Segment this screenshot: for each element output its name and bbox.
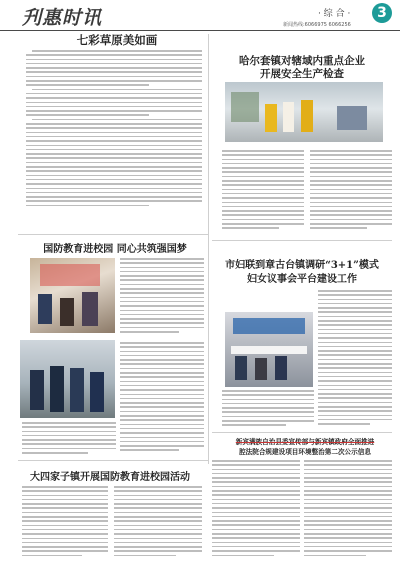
notice-title-line: 新宾满族自治县委宣传部与新宾镇政府全面推进 bbox=[235, 438, 375, 446]
newspaper-title: 刋惠时讯 bbox=[22, 7, 103, 29]
section-divider bbox=[18, 234, 208, 235]
meeting-photo bbox=[225, 312, 313, 387]
classroom-photo bbox=[30, 258, 115, 333]
article-title: 国防教育进校园 同心共筑强国梦 bbox=[43, 244, 187, 255]
section-label: · 综 合 · bbox=[318, 9, 351, 19]
article-body bbox=[22, 486, 108, 560]
article-body bbox=[318, 290, 392, 430]
article-body bbox=[120, 258, 204, 338]
article-body bbox=[114, 486, 202, 560]
notice-title-line: 腔法院合规建设项目环境整治第二次公示信息 bbox=[239, 448, 371, 456]
article-body bbox=[26, 50, 202, 230]
notice-body bbox=[304, 460, 392, 560]
students-photo bbox=[20, 340, 115, 418]
article-title: 哈尔套镇对辖域内重点企业 开展安全生产检查 bbox=[239, 55, 365, 80]
section-divider bbox=[18, 460, 208, 461]
article-body bbox=[310, 150, 392, 236]
page-number-badge: 3 bbox=[372, 3, 392, 23]
column-divider bbox=[208, 34, 209, 464]
hotline-text: 新闻热线:6066975 6066256 bbox=[283, 22, 351, 28]
notice-title bbox=[210, 437, 400, 457]
notice-body bbox=[212, 460, 300, 560]
section-divider bbox=[212, 432, 392, 433]
section-divider bbox=[212, 240, 392, 241]
article-body bbox=[222, 150, 304, 236]
masthead bbox=[0, 0, 400, 31]
article-title: 大四家子镇开展国防教育进校园活动 bbox=[30, 472, 190, 483]
article-title: 市妇联到章古台镇调研“3+1”模式 妇女议事会平台建设工作 bbox=[225, 260, 379, 285]
article-body bbox=[120, 342, 204, 454]
article-title: 七彩草原美如画 bbox=[76, 33, 158, 47]
inspection-photo bbox=[225, 82, 383, 142]
article-body bbox=[22, 422, 116, 458]
article-body bbox=[222, 390, 314, 430]
